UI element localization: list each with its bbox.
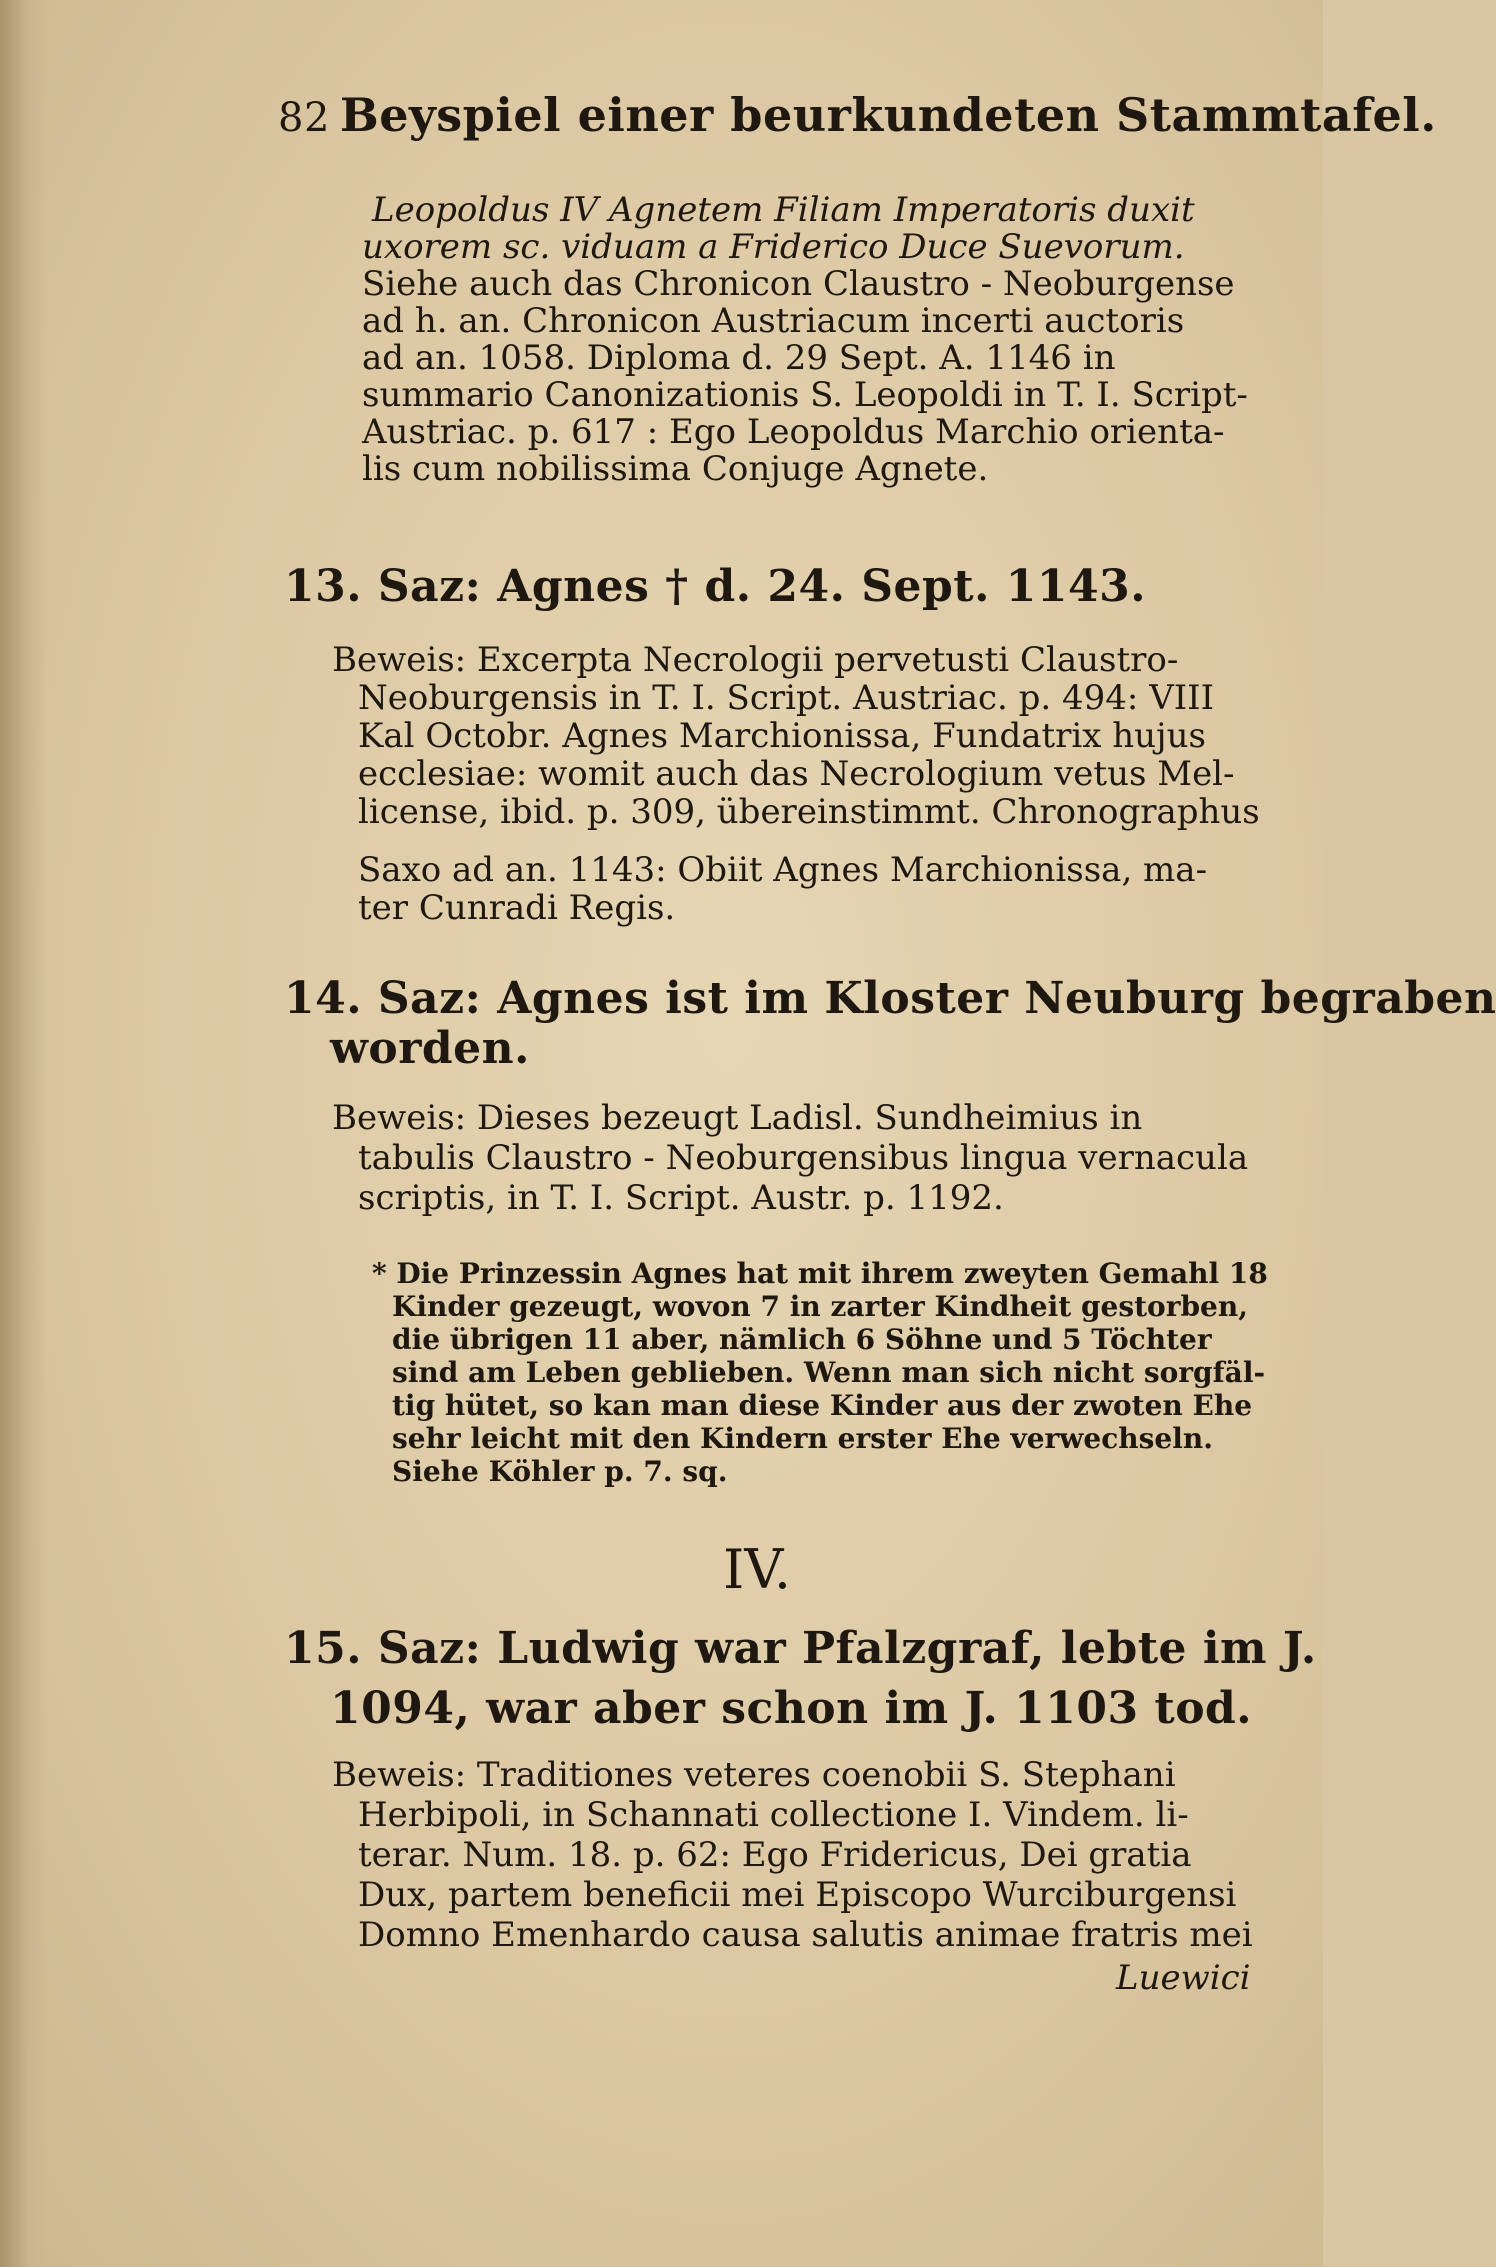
quote-line: ad an. 1058. Diploma d. 29 Sept. A. 1146 in bbox=[362, 338, 1116, 378]
proof-line: terar. Num. 18. p. 62: Ego Fridericus, Dei gratia bbox=[358, 1835, 1192, 1875]
quote-line: uxorem sc. viduam a Friderico Duce Suevorum. bbox=[362, 227, 1185, 267]
footnote-line: tig hütet, so kan man diese Kinder aus der zwoten Ehe bbox=[392, 1389, 1253, 1422]
quote-line: ad h. an. Chronicon Austriacum incerti auctoris bbox=[362, 301, 1185, 341]
proof-line: Domno Emenhardo causa salutis animae fratris mei bbox=[358, 1915, 1253, 1955]
section-numeral: IV. bbox=[723, 1538, 792, 1601]
proof-line: Beweis: Traditiones veteres coenobii S. Stephani bbox=[332, 1755, 1176, 1795]
satz-heading: worden. bbox=[330, 1023, 530, 1074]
quote-line: Austriac. p. 617 : Ego Leopoldus Marchio orienta- bbox=[362, 412, 1225, 452]
proof-line: Beweis: Excerpta Necrologii pervetusti Claustro- bbox=[332, 640, 1179, 680]
footnote-line: die übrigen 11 aber, nämlich 6 Söhne und 5 Töchter bbox=[392, 1323, 1212, 1356]
proof-line: tabulis Claustro - Neoburgensibus lingua vernacula bbox=[358, 1138, 1249, 1178]
page-number: 82 bbox=[278, 95, 330, 141]
proof-line: Dux, partem beneficii mei Episcopo Wurciburgensi bbox=[358, 1875, 1237, 1915]
satz-heading: 14. Saz: Agnes ist im Kloster Neuburg begraben bbox=[284, 973, 1496, 1024]
running-header bbox=[278, 88, 1437, 142]
quote-line: Siehe auch das Chronicon Claustro - Neoburgense bbox=[362, 264, 1235, 304]
footnote-line: Siehe Köhler p. 7. sq. bbox=[392, 1455, 728, 1488]
proof-line: Kal Octobr. Agnes Marchionissa, Fundatrix hujus bbox=[358, 716, 1206, 756]
proof-line: Beweis: Dieses bezeugt Ladisl. Sundheimius in bbox=[332, 1098, 1143, 1138]
footnote-line: sehr leicht mit den Kindern erster Ehe verwechseln. bbox=[392, 1422, 1213, 1455]
proof-line: ecclesiae: womit auch das Necrologium vetus Mel- bbox=[358, 754, 1235, 794]
proof-line: Neoburgensis in T. I. Script. Austriac. p. 494: VIII bbox=[358, 678, 1215, 718]
catchword: Luewici bbox=[1116, 1958, 1251, 1998]
satz-heading: 1094, war aber schon im J. 1103 tod. bbox=[330, 1683, 1253, 1734]
proof-line: scriptis, in T. I. Script. Austr. p. 1192. bbox=[358, 1178, 1004, 1218]
proof-line: Saxo ad an. 1143: Obiit Agnes Marchionissa, ma- bbox=[358, 850, 1208, 890]
footnote-line: * Die Prinzessin Agnes hat mit ihrem zweyten Gemahl 18 bbox=[372, 1257, 1268, 1290]
satz-heading: 13. Saz: Agnes † d. 24. Sept. 1143. bbox=[284, 561, 1147, 612]
quote-line: lis cum nobilissima Conjuge Agnete. bbox=[362, 449, 989, 489]
quote-line: Leopoldus IV Agnetem Filiam Imperatoris duxit bbox=[372, 190, 1195, 230]
page-title: Beyspiel einer beurkundeten Stammtafel. bbox=[339, 88, 1437, 142]
satz-heading: 15. Saz: Ludwig war Pfalzgraf, lebte im J. bbox=[284, 1623, 1317, 1674]
proof-line: license, ibid. p. 309, übereinstimmt. Chronographus bbox=[358, 792, 1260, 832]
footnote-line: sind am Leben geblieben. Wenn man sich nicht sorgfäl- bbox=[392, 1356, 1266, 1389]
proof-line: ter Cunradi Regis. bbox=[358, 888, 676, 928]
page-gutter bbox=[0, 0, 48, 2267]
quote-line: summario Canonizationis S. Leopoldi in T. I. Script- bbox=[362, 375, 1248, 415]
footnote-line: Kinder gezeugt, wovon 7 in zarter Kindheit gestorben, bbox=[392, 1290, 1248, 1323]
proof-line: Herbipoli, in Schannati collectione I. Vindem. li- bbox=[358, 1795, 1189, 1835]
